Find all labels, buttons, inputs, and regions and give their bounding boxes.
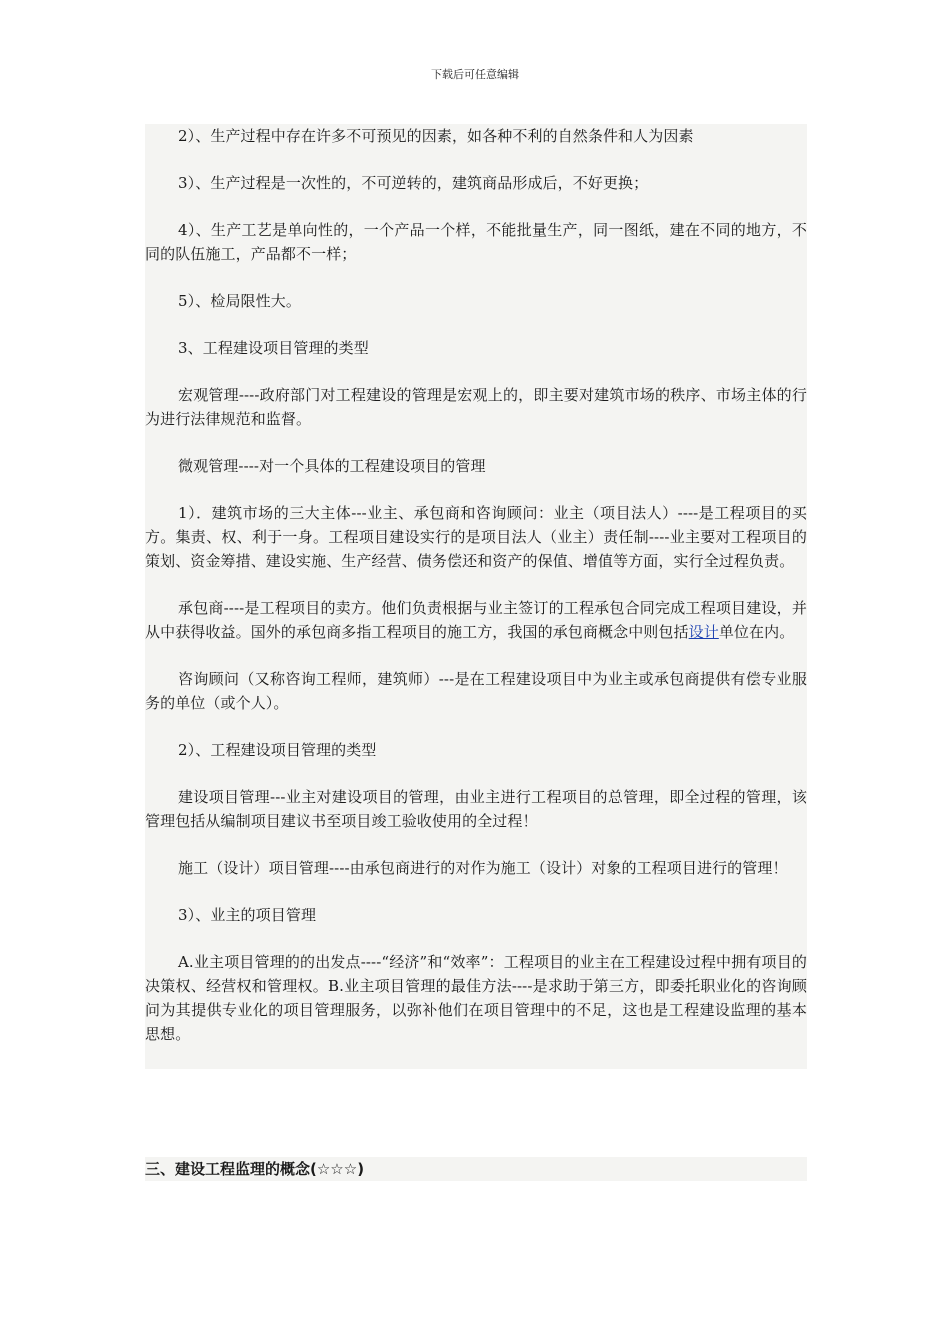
document-body — [145, 124, 807, 1069]
design-link[interactable]: 设计 — [688, 623, 719, 641]
paragraph-contractor — [145, 596, 807, 644]
paragraph-one-way-process: 4）、生产工艺是单向性的，一个产品一个样，不能批量生产，同一图纸，建在不同的地方，不同的队伍施工，产品都不一样； — [145, 221, 807, 263]
paragraph-one-time-production: 3）、生产过程是一次性的，不可逆转的，建筑商品形成后，不好更换； — [178, 174, 649, 192]
page-header-note: 下载后可任意编辑 — [431, 68, 519, 81]
paragraph-three-market-subjects: 1）．建筑市场的三大主体---业主、承包商和咨询顾问：业主（项目法人）----是工程项目的买方。集责、权、利于一身。工程项目建设实行的是项目法人（业主）责任制----业主要对工程项目的策划、资金筹措、建设实施、生产经营、债务偿还和资产的保值、增值等方面，实行全过程负责。 — [145, 504, 807, 570]
heading-owner-project-management: 3）、业主的项目管理 — [178, 906, 317, 924]
contractor-text-before: 承包商----是工程项目的卖方。他们负责根据与业主签订的工程承包合同完成工程项目建设，并从中获得收益。国外的承包商多指工程项目的施工方，我国的承包商概念中则包括 — [145, 599, 807, 641]
paragraph-production-factors: 2）、生产过程中存在许多不可预见的因素，如各种不利的自然条件和人为因素 — [178, 127, 694, 145]
paragraph-owner-management-detail: A.业主项目管理的的出发点----“经济”和“效率”：工程项目的业主在工程建设过程中拥有项目的决策权、经营权和管理权。B.业主项目管理的最佳方法----是求助于第三方，即委托职业化的咨询顾问为其提供专业化的项目管理服务，以弥补他们在项目管理中的不足，这也是工程建设监理的基本思想。 — [145, 953, 807, 1043]
paragraph-limitation: 5）、检局限性大。 — [178, 292, 301, 310]
paragraph-consultant: 咨询顾问（又称咨询工程师，建筑师）---是在工程建设项目中为业主或承包商提供有偿专业服务的单位（或个人）。 — [145, 670, 807, 712]
contractor-text-after: 单位在内。 — [718, 623, 795, 641]
heading-project-management-types: 2）、工程建设项目管理的类型 — [178, 741, 377, 759]
paragraph-macro-management: 宏观管理----政府部门对工程建设的管理是宏观上的，即主要对建筑市场的秩序、市场主体的行为进行法律规范和监督。 — [145, 386, 807, 428]
paragraph-design-project-management: 施工（设计）项目管理----由承包商进行的对作为施工（设计）对象的工程项目进行的管理！ — [178, 859, 788, 877]
paragraph-micro-management: 微观管理----对一个具体的工程建设项目的管理 — [178, 457, 486, 475]
paragraph-construction-project-management: 建设项目管理---业主对建设项目的管理，由业主进行工程项目的总管理，即全过程的管理，该管理包括从编制项目建议书至项目竣工验收使用的全过程！ — [145, 788, 807, 830]
section-title: 三、建设工程监理的概念(☆☆☆) — [145, 1157, 807, 1181]
heading-management-types: 3、工程建设项目管理的类型 — [178, 339, 369, 357]
